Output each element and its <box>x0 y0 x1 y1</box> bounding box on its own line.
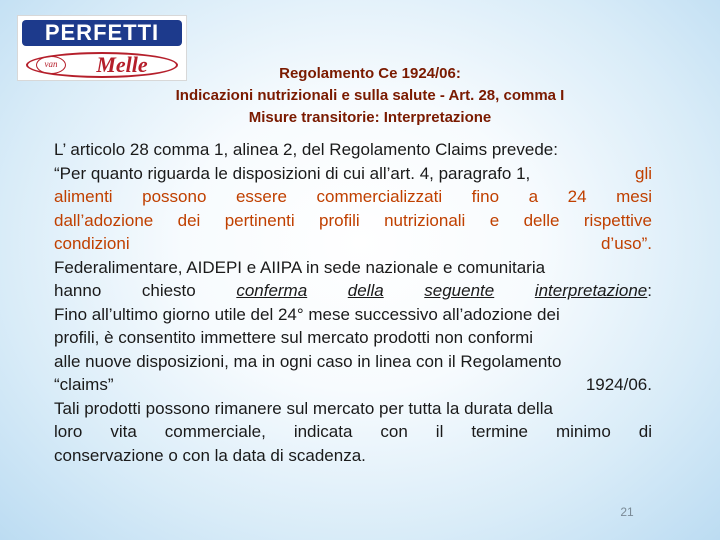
body-line-5 <box>54 232 652 256</box>
word: con <box>380 422 408 441</box>
word: vita <box>110 422 137 441</box>
word: commercializzati <box>316 187 443 206</box>
body-line-2-highlight: gli <box>634 163 652 183</box>
underlined-word: seguente <box>424 281 495 300</box>
word: indicata <box>293 422 353 441</box>
word: profili <box>319 210 360 230</box>
page-number: 21 <box>620 505 634 519</box>
word: loro <box>54 422 83 441</box>
body-line-3 <box>54 185 652 209</box>
word: il <box>435 422 444 441</box>
word: d’uso”. <box>600 234 652 253</box>
word: rispettive <box>583 210 652 230</box>
body-line-2 <box>54 162 652 186</box>
word: possono <box>142 187 207 206</box>
body-line-1: L’ articolo 28 comma 1, alinea 2, del Regolamento Claims prevede: <box>54 140 558 159</box>
word: 1924/06. <box>585 375 652 394</box>
word: 24 <box>567 187 587 206</box>
body-line-4 <box>54 209 652 233</box>
word: minimo <box>555 422 611 441</box>
slide-title-line-2: Indicazioni nutrizionali e sulla salute - Art. 28, comma I <box>175 87 565 104</box>
word: essere <box>235 187 287 206</box>
slide-body <box>54 138 652 467</box>
logo-melle-wordmark: Melle <box>96 52 148 77</box>
word: dei <box>177 210 201 230</box>
underlined-word-with-colon <box>535 279 652 303</box>
underlined-word: della <box>347 281 384 300</box>
word: a <box>528 187 539 206</box>
body-line-14: conservazione o con la data di scadenza. <box>54 445 366 465</box>
word: hanno <box>54 281 102 300</box>
word: nutrizionali <box>384 210 466 230</box>
word: alimenti <box>54 187 113 206</box>
word: pertinenti <box>224 210 295 230</box>
word: chiesto <box>141 281 196 300</box>
logo-perfetti-wordmark: PERFETTI <box>22 20 182 46</box>
word: “claims” <box>54 375 114 394</box>
logo-van-mark: van <box>36 56 66 74</box>
body-line-9: profili, è consentito immettere sul mercato prodotti non conformi <box>54 328 534 347</box>
underlined-word: interpretazione <box>534 281 648 300</box>
slide-title-line-3: Misure transitorie: Interpretazione <box>248 109 492 126</box>
slide-title-line-1: Regolamento Ce 1924/06: <box>279 65 461 82</box>
word: di <box>638 422 652 441</box>
body-line-13 <box>54 420 652 444</box>
body-line-10: alle nuove disposizioni, ma in ogni caso in linea con il Regolamento <box>54 351 562 371</box>
word: dall’adozione <box>54 210 154 230</box>
colon: : <box>647 281 652 300</box>
underlined-word: conferma <box>236 281 308 300</box>
body-line-6: Federalimentare, AIDEPI e AIIPA in sede nazionale e comunitaria <box>54 257 546 277</box>
word: mesi <box>616 187 652 206</box>
word: termine <box>471 422 529 441</box>
word: fino <box>471 187 500 206</box>
body-line-11 <box>54 373 652 397</box>
word: e <box>489 210 500 230</box>
word: commerciale, <box>164 422 266 441</box>
body-line-12: Tali prodotti possono rimanere sul mercato per tutta la durata della <box>54 398 553 418</box>
body-line-2-text: “Per quanto riguarda le disposizioni di cui all’art. 4, paragrafo 1, <box>54 163 531 183</box>
word: condizioni <box>54 234 130 253</box>
body-line-7 <box>54 279 652 303</box>
body-line-8: Fino all’ultimo giorno utile del 24° mese successivo all’adozione dei <box>54 304 560 324</box>
word: delle <box>523 210 560 230</box>
